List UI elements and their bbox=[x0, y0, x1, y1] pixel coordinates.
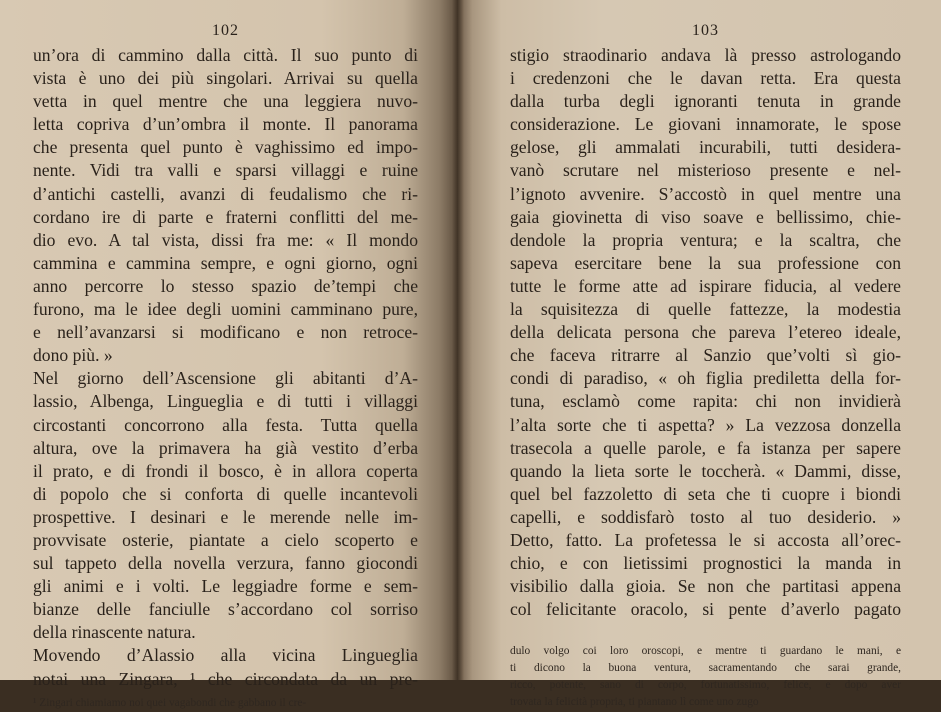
text-line: trasecola a quelle parole, e fa istanza per sapere bbox=[510, 437, 901, 458]
text-line: gaia giovinetta di viso soave e bellissimo, chie- bbox=[510, 206, 901, 227]
text-line: tutte le forme atte ad ispirare fiducia, al vedere bbox=[510, 275, 901, 296]
text-line: della delicata persona che pareva l’etereo ideale, bbox=[510, 322, 901, 343]
text-line: quando la lieta sorte le toccherà. « Dammi, disse, bbox=[510, 460, 901, 481]
text-line: chio, e con lietissimi prognostici la manda in bbox=[510, 553, 901, 574]
text-line: altura, ove la primavera ha già vestito d’erba bbox=[33, 437, 418, 458]
text-line: cammina e cammina sempre, e ogni giorno, ogni bbox=[33, 252, 418, 273]
text-line: furono, ma le idee degli uomini camminano pure, bbox=[33, 299, 418, 320]
text-line: che presenta quel punto è vaghissimo ed impo- bbox=[33, 137, 418, 158]
text-line: nente. Vidi tra valli e sparsi villaggi e ruine bbox=[33, 160, 418, 181]
text-line: dendole la propria ventura; e la scaltra, che bbox=[510, 229, 901, 250]
text-line: gli animi e i volti. Le leggiadre forme e sem- bbox=[33, 576, 418, 597]
text-line: sul tappeto della novella verzura, fanno giocondi bbox=[33, 553, 418, 574]
text-line: vetta in quel mentre che una leggiera nuvo- bbox=[33, 91, 418, 112]
text-line: cordano ire di parte e fraterni conflitti del me- bbox=[33, 206, 418, 227]
text-line: vanò scrutare nel misterioso presente e nel- bbox=[510, 160, 901, 181]
text-line: Detto, fatto. La profetessa le si accosta all’orec- bbox=[510, 529, 901, 550]
footnote-right bbox=[510, 643, 901, 711]
text-line: condi di paradiso, « oh figlia prediletta della for- bbox=[510, 368, 901, 389]
right-page-body bbox=[510, 44, 901, 621]
page-number-left: 102 bbox=[212, 22, 239, 39]
text-line: gelose, gli ammalati incurabili, tutti desidera- bbox=[510, 137, 901, 158]
footnote-line: trovata la felicità propria, ti piantano lì come uno zugo bbox=[510, 696, 759, 709]
text-line: Movendo d’Alassio alla vicina Lingueglia bbox=[33, 645, 418, 666]
footnote-left bbox=[33, 695, 418, 712]
text-line: visibilio dalla gioia. Se non che partitasi appena bbox=[510, 576, 901, 597]
text-line: il prato, e di frondi il bosco, è in allora coperta bbox=[33, 460, 418, 481]
text-line: d’antichi castelli, avanzi di feudalismo che ri- bbox=[33, 183, 418, 204]
text-line: anno percorre lo stesso spazio de’tempi che bbox=[33, 275, 418, 296]
text-line: dono più. » bbox=[33, 345, 113, 366]
text-line: un’ora di cammino dalla città. Il suo punto di bbox=[33, 45, 418, 65]
text-line: stigio straodinario andava là presso astrologando bbox=[510, 45, 901, 65]
text-line: considerazione. Le giovani innamorate, le spose bbox=[510, 114, 901, 135]
text-line: tuna, esclamò come rapita: chi non invidierà bbox=[510, 391, 901, 412]
text-line: circostanti concorrono alla festa. Tutta quella bbox=[33, 414, 418, 435]
text-line: bianze delle fanciulle s’accordano col sorriso bbox=[33, 599, 418, 620]
footnote-line: ¹ Zingari chiamiamo noi quei vagabondi che gabbano il cre- bbox=[33, 696, 307, 709]
text-line: la squisitezza di quelle fattezze, la modestia bbox=[510, 299, 901, 320]
left-page-body bbox=[33, 44, 418, 691]
left-page bbox=[0, 0, 458, 709]
text-line: e nell’avanzarsi si modificano e non retroce- bbox=[33, 322, 418, 343]
book-gutter bbox=[452, 0, 464, 680]
text-line: capelli, e soddisfarò tosto al tuo desiderio. » bbox=[510, 506, 901, 527]
text-line: col felicitante oracolo, si pente d’averlo pagato bbox=[510, 599, 901, 620]
page-number-right: 103 bbox=[692, 22, 719, 39]
text-line: sapeva esercitare bene la sua professione con bbox=[510, 252, 901, 273]
text-line: quel bel fazzoletto di seta che ti cuopre i biondi bbox=[510, 483, 901, 504]
footnote-line: ti dicono la buona ventura, sacramentando che sarai grande, bbox=[510, 662, 901, 675]
text-line: dalla turba degli ignoranti tenuta in grande bbox=[510, 91, 901, 112]
text-line: vista è uno dei più singolari. Arrivai su quella bbox=[33, 68, 418, 89]
text-line: i credenzoni che le davan retta. Era questa bbox=[510, 68, 901, 89]
footnote-line: dulo volgo coi loro oroscopi, e mentre ti guardano le mani, e bbox=[510, 645, 901, 658]
text-line: Nel giorno dell’Ascensione gli abitanti d’A- bbox=[33, 368, 418, 389]
text-line: l’alta sorte che ti aspetta? » La vezzosa donzella bbox=[510, 414, 901, 435]
text-line: letta copriva d’un’ombra il monte. Il panorama bbox=[33, 114, 418, 135]
text-line: dio evo. A tal vista, dissi fra me: « Il mondo bbox=[33, 229, 418, 250]
footnote-line: ricco, potente, sano di corpo, fortunatissimo, felice, e dopo aver bbox=[510, 679, 901, 692]
text-line: di popolo che si conforta di quelle incantevoli bbox=[33, 483, 418, 504]
text-line: provvisate osterie, piantate a cielo scoperto e bbox=[33, 529, 418, 550]
text-line: l’ignoto avvenire. S’accostò in quel mentre una bbox=[510, 183, 901, 204]
text-line: della rinascente natura. bbox=[33, 622, 196, 643]
text-line: prospettive. I desinari e le merende nelle im- bbox=[33, 506, 418, 527]
right-page bbox=[458, 0, 941, 709]
text-line: notai una Zingara, ¹ che circondata da un pre- bbox=[33, 668, 418, 689]
text-line: lassio, Albenga, Lingueglia e di tutti i villaggi bbox=[33, 391, 418, 412]
text-line: che faceva ritrarre al Sanzio que’volti sì gio- bbox=[510, 345, 901, 366]
